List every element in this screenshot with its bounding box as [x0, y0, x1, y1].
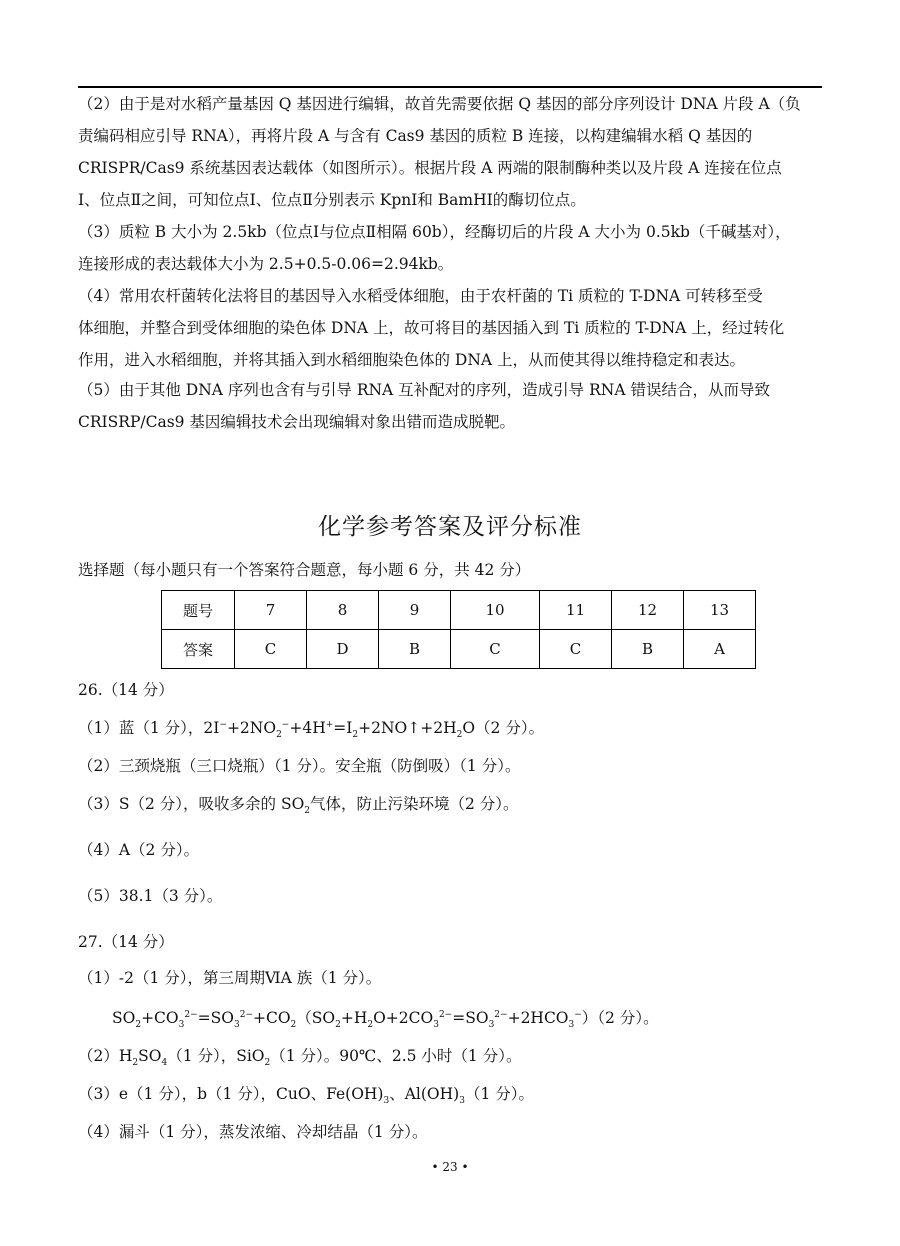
bio-q3-line-1: （3）质粒 B 大小为 2.5kb（位点Ⅰ与位点Ⅱ相隔 60b），经酶切后的片段 A 大小为 0.5kb（千碱基对），: [78, 223, 791, 241]
qnum-cell: 7: [235, 591, 307, 630]
q26-answer-1: [78, 716, 544, 740]
q26-answer-4: （4）A（2 分）。: [78, 841, 200, 859]
answer-cell: D: [307, 630, 379, 669]
row-label-number: 题号: [162, 591, 235, 630]
text-run: +2HCO: [507, 1009, 569, 1027]
bio-q4-paragraph: [78, 280, 822, 376]
text-run: （1 分），SiO: [167, 1047, 265, 1065]
text-run: ）（2 分）。: [581, 1009, 659, 1027]
text-run: O+2CO: [373, 1009, 434, 1027]
superscript: −: [219, 719, 227, 730]
subscript: 3: [383, 1096, 390, 1107]
subscript: 2: [135, 1020, 142, 1031]
subscript: 2: [304, 806, 311, 817]
bio-q4-line-1: （4）常用农杆菌转化法将目的基因导入水稻受体细胞，由于农杆菌的 Ti 质粒的 T-DNA 可转移至受: [78, 287, 763, 305]
bio-q5-line-1: （5）由于其他 DNA 序列也含有与引导 RNA 互补配对的序列，造成引导 RNA 错误结合，从而导致: [78, 381, 770, 399]
bio-q5-paragraph: [78, 374, 822, 438]
text-run: 气体，防止污染环境（2 分）。: [310, 795, 519, 813]
superscript: 2−: [438, 1009, 453, 1020]
page-number: • 23 •: [431, 1160, 469, 1174]
mc-instructions: 选择题（每小题只有一个答案符合题意，每小题 6 分，共 42 分）: [78, 561, 531, 579]
qnum-cell: 9: [379, 591, 451, 630]
answer-row: [162, 630, 756, 669]
question-number-row: [162, 591, 756, 630]
subscript: 2: [132, 1058, 139, 1069]
bio-q2-paragraph: [78, 88, 822, 216]
text-run: =SO: [452, 1009, 489, 1027]
bio-q3-paragraph: [78, 216, 822, 280]
q27-header: 27.（14 分）: [78, 933, 174, 951]
superscript: 2−: [184, 1009, 198, 1020]
subscript: 3: [459, 1096, 465, 1107]
row-label-answer: 答案: [162, 630, 235, 669]
text-run: +4H: [289, 719, 326, 737]
bio-q2-line-1: （2）由于是对水稻产量基因 Q 基因进行编辑，故首先需要依据 Q 基因的部分序列设计 DNA 片段 A（负: [78, 95, 801, 113]
answer-cell: B: [379, 630, 451, 669]
text-run: （1 分）。90℃、2.5 小时（1 分）。: [270, 1047, 522, 1065]
answer-cell: A: [684, 630, 756, 669]
text-run: 、Al(OH): [389, 1085, 460, 1103]
text-run: +2NO↑+2H: [358, 719, 457, 737]
qnum-cell: 8: [307, 591, 379, 630]
qnum-cell: 12: [612, 591, 684, 630]
text-run: O（2 分）。: [462, 719, 545, 737]
q26-header: 26.（14 分）: [78, 681, 174, 699]
superscript: −: [574, 1009, 582, 1020]
text-run: SO: [112, 1009, 136, 1027]
answer-cell: C: [540, 630, 612, 669]
subscript: 2: [290, 1020, 297, 1031]
q27-equation: [112, 1006, 659, 1030]
subscript: 3: [178, 1020, 185, 1031]
subscript: 3: [433, 1020, 439, 1031]
qnum-cell: 13: [684, 591, 756, 630]
q27-answer-1: （1）-2（1 分），第三周期ⅥA 族（1 分）。: [78, 969, 382, 987]
q26-answer-5: （5）38.1（3 分）。: [78, 887, 223, 905]
superscript: 2−: [494, 1009, 508, 1020]
subscript: 3: [568, 1020, 575, 1031]
text-run: （1 分）。: [464, 1085, 534, 1103]
text-run: =SO: [197, 1009, 234, 1027]
q27-answer-4: （4）漏斗（1 分），蒸发浓缩、冷却结晶（1 分）。: [78, 1123, 428, 1141]
text-run: （3）e（1 分），b（1 分），CuO、Fe(OH): [78, 1085, 384, 1103]
superscript: −: [281, 719, 290, 730]
text-run: +CO: [141, 1009, 179, 1027]
subscript: 2: [367, 1020, 374, 1031]
text-run: +CO: [252, 1009, 291, 1027]
q27-answer-3: [78, 1082, 534, 1106]
bio-q4-line-2: 体细胞，并整合到受体细胞的染色体 DNA 上，故可将目的基因插入到 Ti 质粒的 T-DNA 上，经过转化: [78, 319, 785, 337]
bio-q5-line-2: CRISRP/Cas9 基因编辑技术会出现编辑对象出错而造成脱靶。: [78, 413, 515, 431]
answer-cell: B: [612, 630, 684, 669]
text-run: （SO: [296, 1009, 336, 1027]
subscript: 2: [264, 1058, 271, 1069]
bio-q3-line-2: 连接形成的表达载体大小为 2.5+0.5-0.06=2.94kb。: [78, 255, 454, 273]
bio-q2-line-4: Ⅰ、位点Ⅱ之间，可知位点Ⅰ、位点Ⅱ分别表示 KpnⅠ和 BamHⅠ的酶切位点。: [78, 191, 586, 209]
text-run: （3）S（2 分），吸收多余的 SO: [78, 795, 305, 813]
text-run: SO: [138, 1047, 162, 1065]
text-run: =I: [333, 719, 353, 737]
answer-cell: C: [451, 630, 540, 669]
superscript: +: [325, 719, 334, 730]
text-run: +H: [340, 1009, 368, 1027]
answer-cell: C: [235, 630, 307, 669]
text-run: （1）蓝（1 分），2I: [78, 719, 220, 737]
subscript: 2: [456, 730, 463, 741]
qnum-cell: 11: [540, 591, 612, 630]
text-run: +2NO: [226, 719, 277, 737]
bio-q4-line-3: 作用，进入水稻细胞，并将其插入到水稻细胞染色体的 DNA 上，从而使其得以维持稳定和表达。: [78, 351, 746, 369]
bio-q2-line-3: CRISPR/Cas9 系统基因表达载体（如图所示）。根据片段 A 两端的限制酶种类以及片段 A 连接在位点: [78, 159, 782, 177]
subscript: 3: [233, 1020, 240, 1031]
subscript: 3: [488, 1020, 495, 1031]
subscript: 2: [335, 1020, 341, 1031]
chem-section-title: 化学参考答案及评分标准: [318, 514, 582, 540]
subscript: 2: [276, 730, 282, 741]
q26-answer-2: （2）三颈烧瓶（三口烧瓶）（1 分）。安全瓶（防倒吸）（1 分）。: [78, 757, 521, 775]
qnum-cell: 10: [451, 591, 540, 630]
q26-answer-3: [78, 792, 519, 816]
subscript: 4: [161, 1058, 168, 1069]
q27-answer-2: [78, 1044, 521, 1068]
superscript: 2−: [239, 1009, 253, 1020]
subscript: 2: [352, 730, 359, 741]
text-run: （2）H: [78, 1047, 133, 1065]
bio-q2-line-2: 责编码相应引导 RNA），再将片段 A 与含有 Cas9 基因的质粒 B 连接，以构建编辑水稻 Q 基因的: [78, 127, 753, 145]
mc-answer-table: [161, 590, 756, 669]
